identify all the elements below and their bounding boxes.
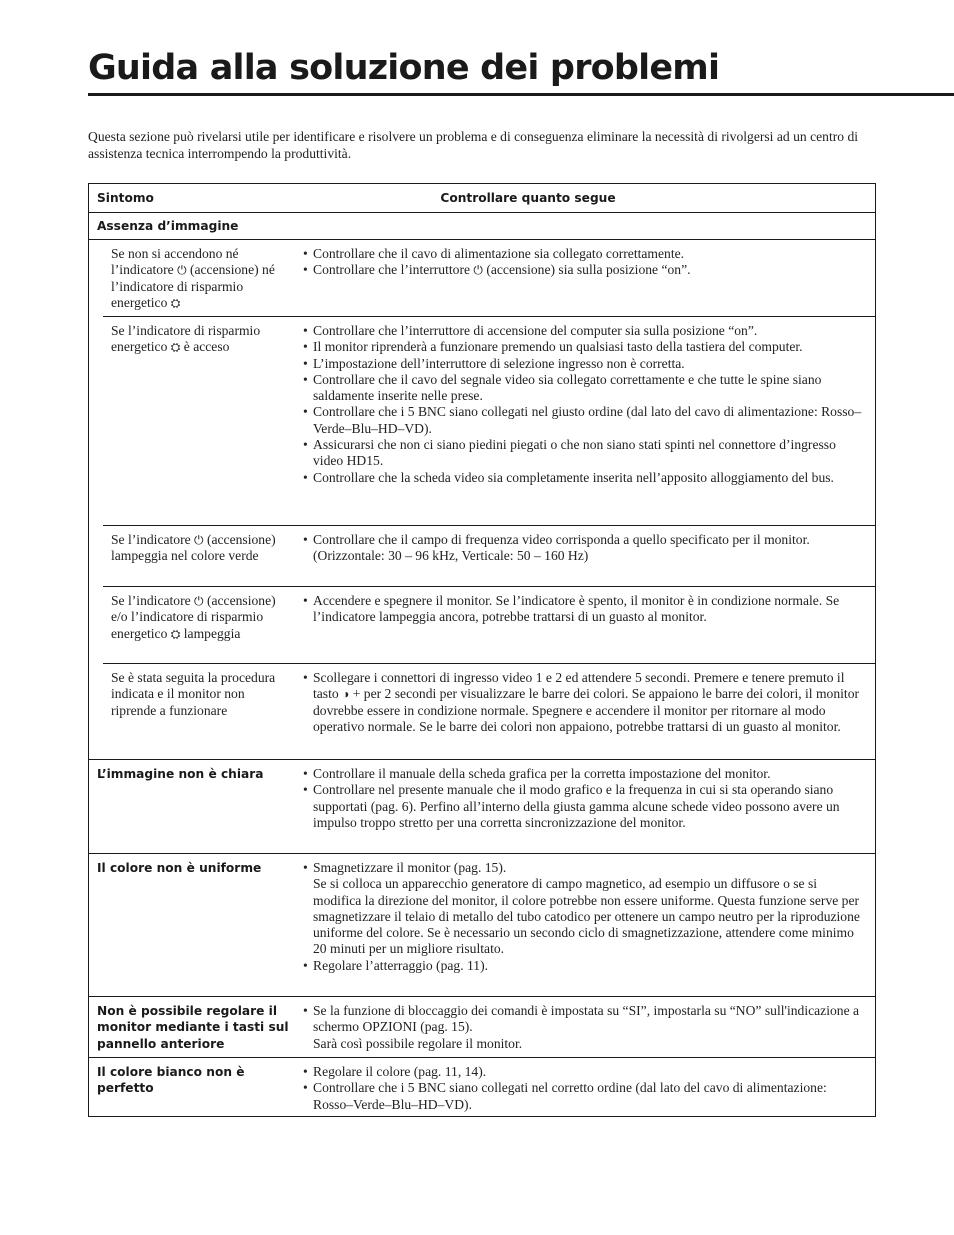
- power-icon: ⏻: [473, 263, 483, 278]
- intro-paragraph: Questa sezione può rivelarsi utile per identificare e risolvere un problema e di conseguenza eliminare la necessità di rivolgersi ad un centro di assistenza tecnica interrompendo la produttività.: [88, 129, 859, 161]
- frequency-range-note: (Orizzontale: 30 – 96 kHz, Verticale: 50 – 160 Hz): [313, 548, 589, 564]
- header-symptom: Sintomo: [97, 191, 154, 205]
- list-item: • Il monitor riprenderà a funzionare premendo un qualsiasi tasto della tastiera del computer.: [303, 339, 803, 355]
- table-row: [103, 240, 875, 317]
- troubleshooting-table: [88, 183, 876, 1117]
- list-item: • Controllare che la scheda video sia completamente inserita nell’apposito alloggiamento del bus.: [303, 469, 834, 485]
- list-item: • Controllare che il cavo di alimentazione sia collegato correttamente.: [303, 246, 685, 261]
- symptom-cell: Se l’indicatore di risparmio energetico ⛭ è acceso: [111, 323, 261, 355]
- table-row: [89, 760, 875, 854]
- title-rule: [88, 93, 954, 96]
- check-cell: [301, 526, 875, 586]
- list-item: • Controllare che i 5 BNC siano collegati nel corretto ordine (dal lato del cavo di alimentazione: Rosso–Verde–Blu–HD–VD).: [303, 1080, 827, 1112]
- list-item: • Scollegare i connettori di ingresso video 1 e 2 ed attendere 5 secondi. Premere e tenere premuto il tasto ◑ + per 2 secondi per visualizzare le barre dei colori. Se appaiono le barre dei colori, il monitor dovrebbe essere in condizione normale. Spegnere e accendere il monitor per ritornare al modo operativo normale. Se le barre dei colori non appaiono, potrebbe trattarsi di un guasto al monitor.: [303, 670, 860, 734]
- check-cell: [301, 664, 875, 759]
- lock-note: Sarà così possibile regolare il monitor.: [313, 1035, 523, 1051]
- page-title: Guida alla soluzione dei problemi: [88, 48, 720, 88]
- check-cell: [301, 240, 875, 316]
- power-saving-icon: ⛭: [170, 340, 181, 355]
- degauss-explanation: Se si colloca un apparecchio generatore di campo magnetico, ad esempio un diffusore o se si modifica la direzione del monitor, il colore potrebbe non essere uniforme. Questa funzione serve per smagnetizzare il telaio di metallo del tubo catodico per ottenere un campo neutro per la riproduzione uniforme del colore. Se è necessario un secondo ciclo di smagnetizzazione, attendere come minimo 20 minuti per un migliore risultato.: [313, 876, 860, 957]
- list-item: • Regolare l’atterraggio (pag. 11).: [303, 957, 489, 973]
- list-item: • Controllare nel presente manuale che il modo grafico e la frequenza in cui si sta operando siano supportati (pag. 6). Perfino all’interno della giusta gamma alcune schede video possono avere un impulso troppo stretto per una corretta sincronizzazione del monitor.: [303, 782, 840, 830]
- contrast-icon: ◑: [342, 687, 350, 702]
- table-row: [103, 664, 875, 759]
- power-icon: ⏻: [194, 594, 204, 608]
- list-item: • Controllare che il cavo del segnale video sia collegato correttamente e che tutte le spine siano saldamente inserite nelle prese.: [303, 371, 822, 404]
- power-saving-icon: ⛭: [170, 626, 181, 641]
- list-item: • L’impostazione dell’interruttore di selezione ingresso non è corretta.: [303, 355, 685, 371]
- power-icon: ⏻: [177, 263, 187, 278]
- list-item: • Controllare che l’interruttore di accensione del computer sia sulla posizione “on”.: [303, 323, 758, 338]
- symptom-cell: Se l’indicatore ⏻ (accensione) e/o l’indicatore di risparmio energetico ⛭ lampeggia: [111, 593, 276, 641]
- check-cell: [301, 1058, 875, 1116]
- symptom-cell: Il colore bianco non è perfetto: [97, 1065, 245, 1096]
- table-row: [89, 997, 875, 1058]
- table-header: [89, 184, 875, 213]
- check-cell: [301, 854, 875, 996]
- header-check: Controllare quanto segue: [440, 191, 616, 205]
- symptom-cell: Se è stata seguita la procedura indicata e il monitor non riprende a funzionare: [111, 670, 276, 718]
- list-item: • Accendere e spegnere il monitor. Se l’indicatore è spento, il monitor è in condizione normale. Se l’indicatore lampeggia ancora, potrebbe trattarsi di un guasto al monitor.: [303, 593, 840, 625]
- list-item: • Se la funzione di bloccaggio dei comandi è impostata su “SI”, impostarla su “NO” sull'indicazione a schermo OPZIONI (pag. 15).: [303, 1003, 860, 1035]
- check-cell: [301, 760, 875, 853]
- table-row: [89, 1058, 875, 1116]
- symptom-cell: Non è possibile regolare il monitor mediante i tasti sul pannello anteriore: [97, 1004, 289, 1051]
- list-item: • Regolare il colore (pag. 11, 14).: [303, 1064, 487, 1079]
- symptom-cell: Se l’indicatore ⏻ (accensione) lampeggia nel colore verde: [111, 532, 276, 564]
- list-item: • Controllare che i 5 BNC siano collegati nel giusto ordine (dal lato del cavo di alimentazione: Rosso–Verde–Blu–HD–VD).: [303, 404, 862, 436]
- power-saving-icon: ⛭: [170, 295, 181, 310]
- table-row: [89, 854, 875, 997]
- group-title-no-image: Assenza d’immagine: [89, 213, 875, 240]
- table-row: [103, 587, 875, 664]
- list-item: • Controllare il manuale della scheda grafica per la corretta impostazione del monitor.: [303, 766, 771, 781]
- symptom-cell: Se non si accendono né l’indicatore ⏻ (accensione) né l’indicatore di risparmio energetico ⛭: [111, 246, 275, 310]
- group-no-image: [103, 240, 875, 759]
- list-item: • Assicurarsi che non ci siano piedini piegati o che non siano stati spinti nel connettore d’ingresso video HD15.: [303, 437, 836, 469]
- check-cell: [301, 317, 875, 525]
- symptom-cell: L’immagine non è chiara: [97, 767, 264, 781]
- list-item: • Smagnetizzare il monitor (pag. 15).: [303, 860, 507, 875]
- table-row: [103, 526, 875, 587]
- list-item: • Controllare che l’interruttore ⏻ (accensione) sia sulla posizione “on”.: [303, 262, 691, 278]
- symptom-cell: Il colore non è uniforme: [97, 861, 262, 875]
- power-icon: ⏻: [194, 533, 204, 547]
- check-cell: [301, 587, 875, 663]
- check-cell: [301, 997, 875, 1057]
- table-row: [103, 317, 875, 526]
- list-item: • Controllare che il campo di frequenza video corrisponda a quello specificato per il monitor.: [303, 532, 810, 547]
